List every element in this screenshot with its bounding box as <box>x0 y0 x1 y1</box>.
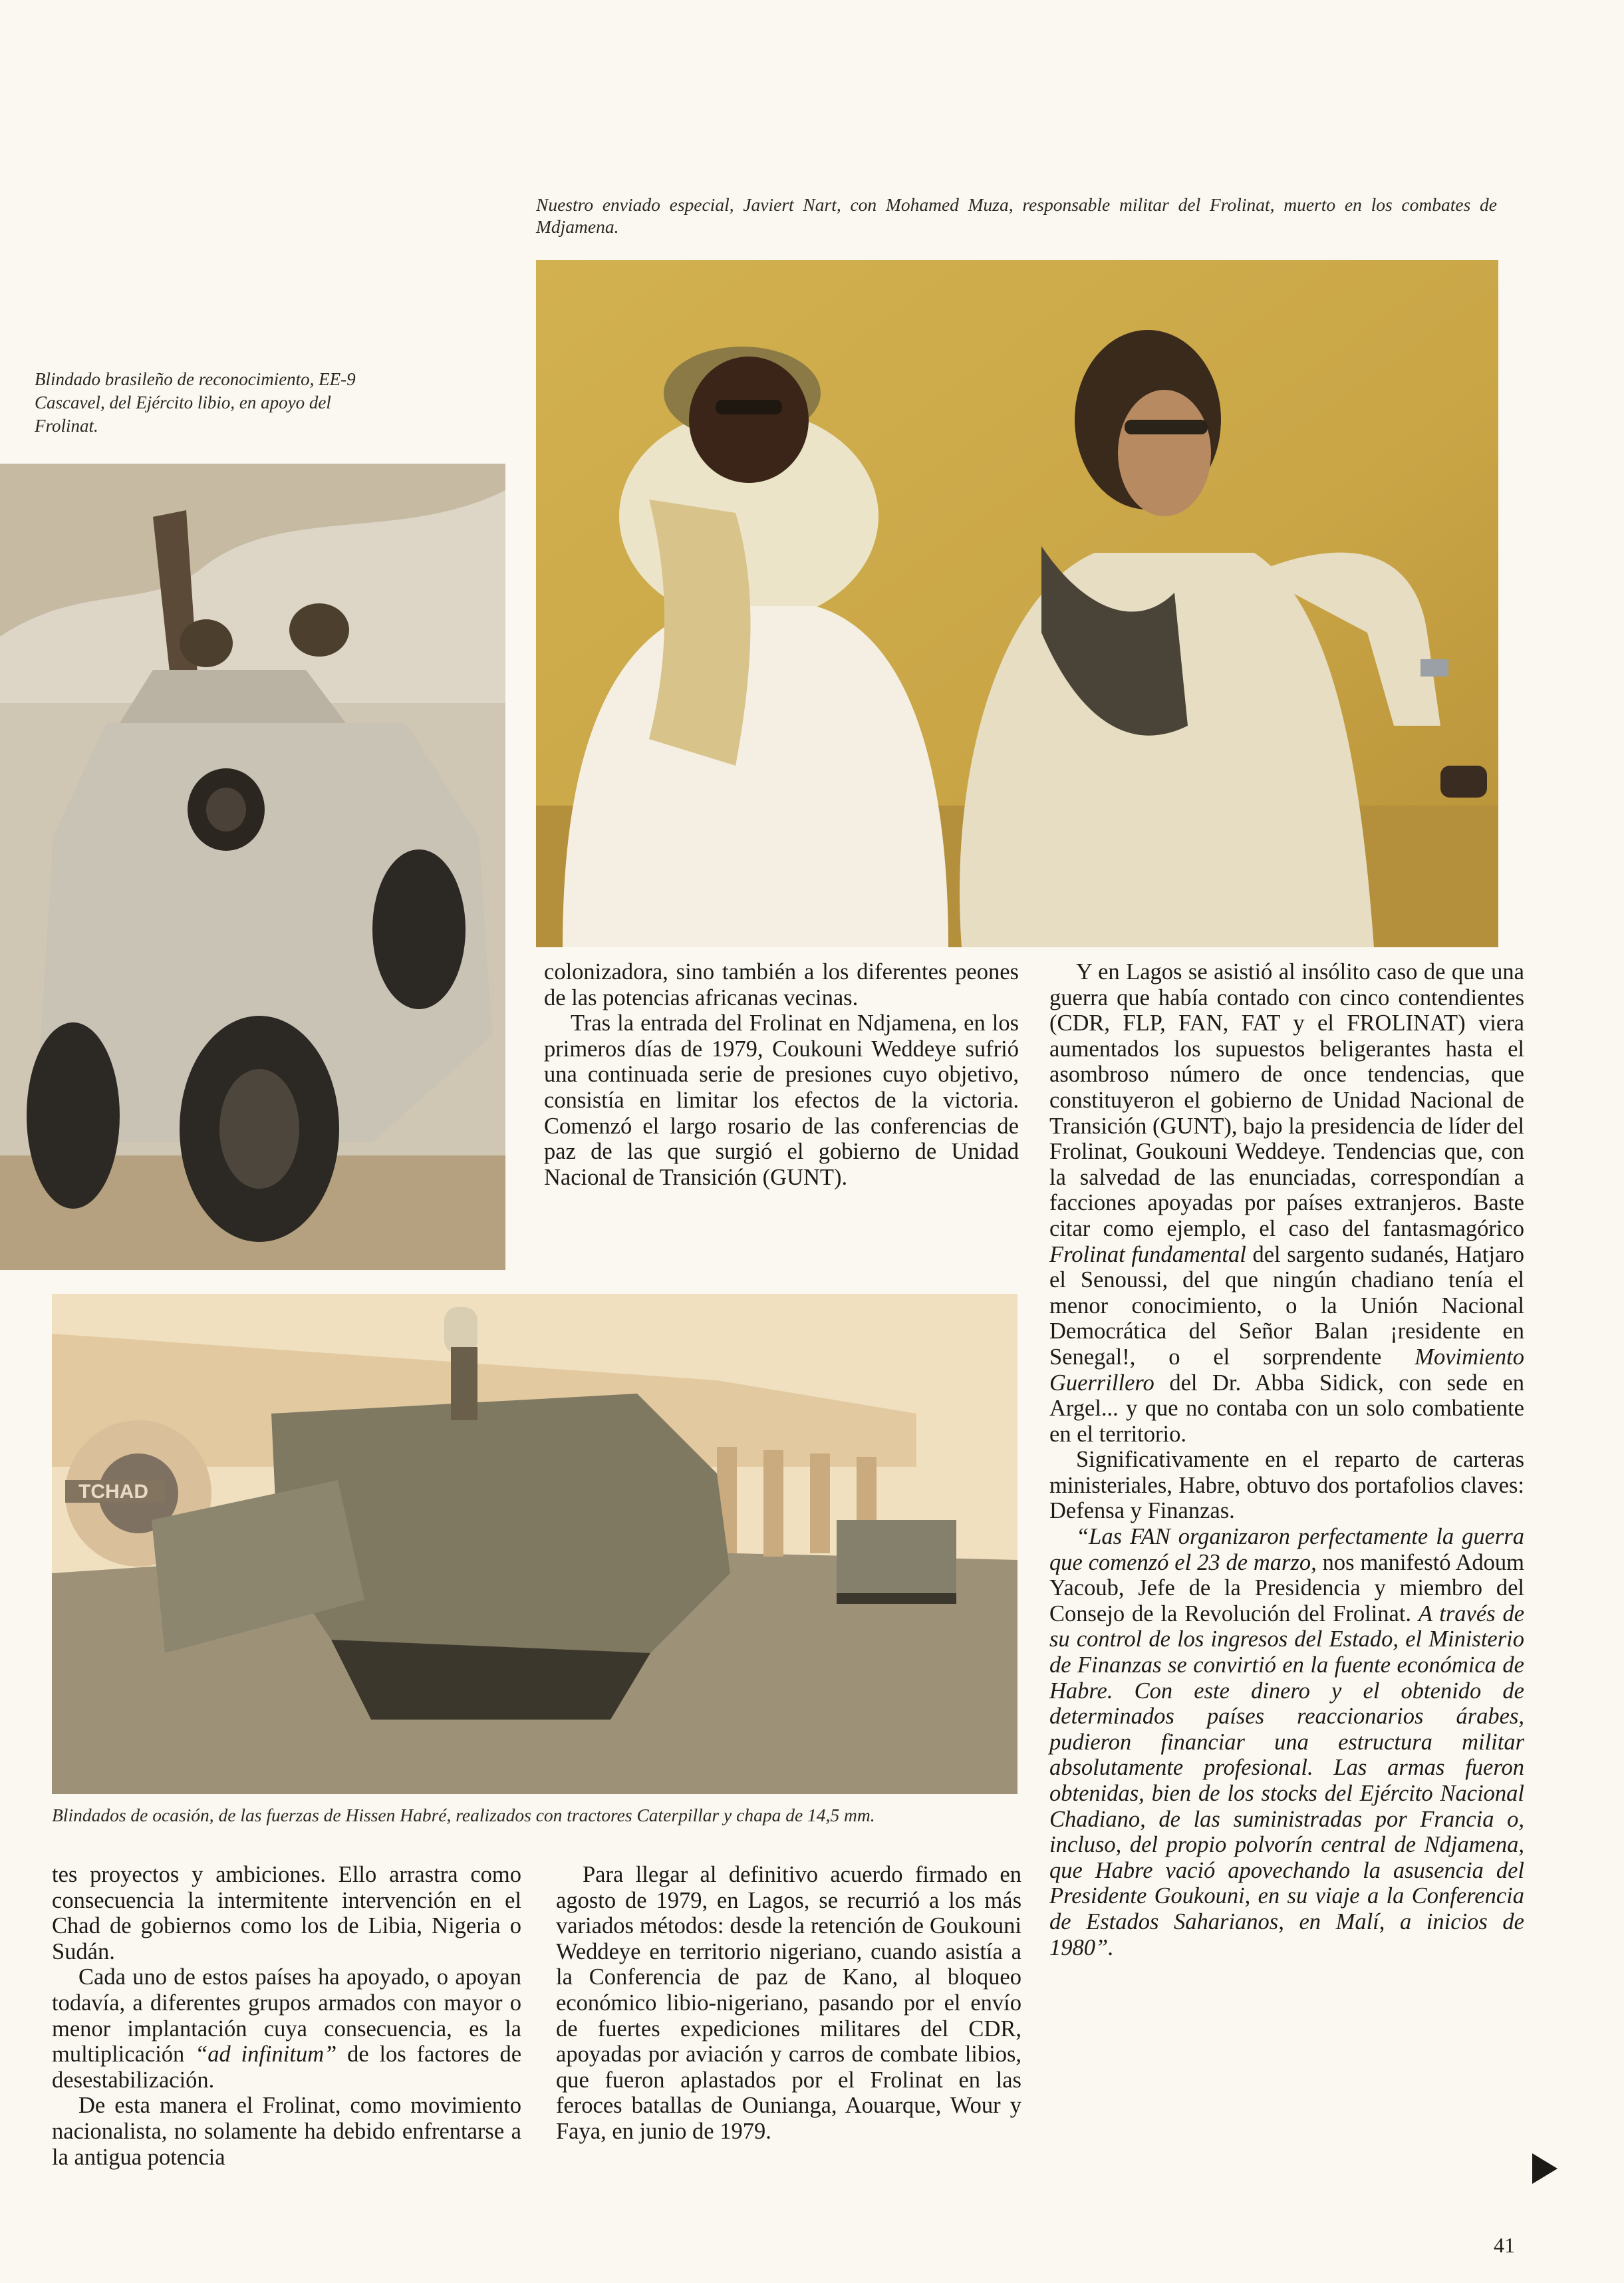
photo-envoy-and-commander <box>536 260 1498 947</box>
caption-bottom: Blindados de ocasión, de las fuerzas de Hissen Habré, realizados con tractores Caterpillar y chapa de 14,5 mm. <box>52 1805 875 1825</box>
paragraph: De esta manera el Frolinat, como movimiento nacionalista, no solamente ha debido enfrentarse a la antigua potencia <box>52 2093 521 2170</box>
paragraph: Y en Lagos se asistió al insólito caso de que una guerra que había contado con cinco contendientes (CDR, FLP, FAN, FAT y el FROLINAT) viera aumentados los supuestos beligerantes hasta el asombroso número de once tendencias, que constituyeron el gobierno de Unidad Nacional de Transición (GUNT), bajo la presidencia de líder del Frolinat, Goukouni Weddeye. Tendencias que, con la salvedad de las enunciadas, correspondían a facciones apoyadas por países extranjeros. Baste citar como ejemplo, el caso del fantasmagórico Frolinat fundamental del sargento sudanés, Hatjaro el Senoussi, del que ningún chadiano tenía el menor conocimiento, o la Unión Nacional Democrática del Señor Balan ¡residente en Senegal!, o el sorprendente Movimiento Guerrillero del Dr. Abba Sidick, con sede en Argel... y que no contaba con un solo combatiente en el territorio. <box>1049 959 1525 1447</box>
paragraph: tes proyectos y ambiciones. Ello arrastra como consecuencia la intermitente intervención en el Chad de gobiernos como los de Libia, Nigeria o Sudán. <box>52 1862 521 1964</box>
paragraph: colonizadora, sino también a los diferentes peones de las potencias africanas vecinas. <box>544 959 1019 1010</box>
photo-ee9-cascavel <box>0 464 505 1270</box>
paragraph: Significativamente en el reparto de carteras ministeriales, Habre, obtuvo dos portafolios claves: Defensa y Finanzas. <box>1049 1447 1524 1524</box>
caption-left: Blindado brasileño de reconocimiento, EE-9 Cascavel, del Ejército libio, en apoyo del Frolinat. <box>35 369 356 436</box>
paragraph: Para llegar al definitivo acuerdo firmado en agosto de 1979, en Lagos, se recurrió a los más variados métodos: desde la retención de Goukouni Weddeye en territorio nigeriano, cuando asistía a la Conferencia de paz de Kano, al bloqueo económico libio-nigeriano, pasando por el envío de fuertes expediciones militares del CDR, apoyadas por aviación y carros de combate libios, que fueron aplastados por el Frolinat en las feroces batallas de Ounianga, Aouarque, Wour y Faya, en junio de 1979. <box>556 1862 1021 2144</box>
column-middle-bottom <box>556 1862 1021 2145</box>
page-number: 41 <box>1494 2233 1515 2257</box>
paragraph: Cada uno de estos países ha apoyado, o apoyan todavía, a diferentes grupos armados con mayor o menor implantación cuya consecuencia, es la multiplicación “ad infinitum” de los factores de desestabilización. <box>52 1964 522 2093</box>
column-middle-top <box>544 959 1019 1190</box>
photo-caterpillar-armored-tractors <box>52 1294 1017 1794</box>
caption-top: Nuestro enviado especial, Javiert Nart, con Mohamed Muza, responsable militar del Frolinat, muerto en los combates de Mdjamena. <box>536 194 1497 237</box>
continue-arrow-icon <box>1532 2153 1557 2184</box>
column-left-bottom <box>52 1862 521 2170</box>
tchad-sign: TCHAD <box>78 1481 148 1503</box>
column-right <box>1049 959 1524 1960</box>
paragraph: Tras la entrada del Frolinat en Ndjamena, en los primeros días de 1979, Coukouni Weddeye sufrió una continuada serie de presiones cuyo objetivo, consistía en limitar los efectos de la victoria. Comenzó el largo rosario de las conferencias de paz de las que surgió el gobierno de Unidad Nacional de Transición (GUNT). <box>544 1010 1019 1190</box>
paragraph: “Las FAN organizaron perfectamente la guerra que comenzó el 23 de marzo, nos manifestó Adoum Yacoub, Jefe de la Presidencia y miembro del Consejo de la Revolución del Frolinat. A través de su control de los ingresos del Estado, el Ministerio de Finanzas se convirtió en la fuente económica de Habre. Con este dinero y el obtenido de determinados países reaccionarios árabes, pudieron financiar una estructura militar absolutamente profesional. Las armas fueron obtenidas, bien de los stocks del Ejército Nacional Chadiano, de las suministradas por Francia o, incluso, del propio polvorín central de Ndjamena, que Habre vació apovechando la asusencia del Presidente Goukouni, en su viaje a la Conferencia de Estados Saharianos, en Malí, a inicios de 1980”. <box>1049 1524 1525 1960</box>
